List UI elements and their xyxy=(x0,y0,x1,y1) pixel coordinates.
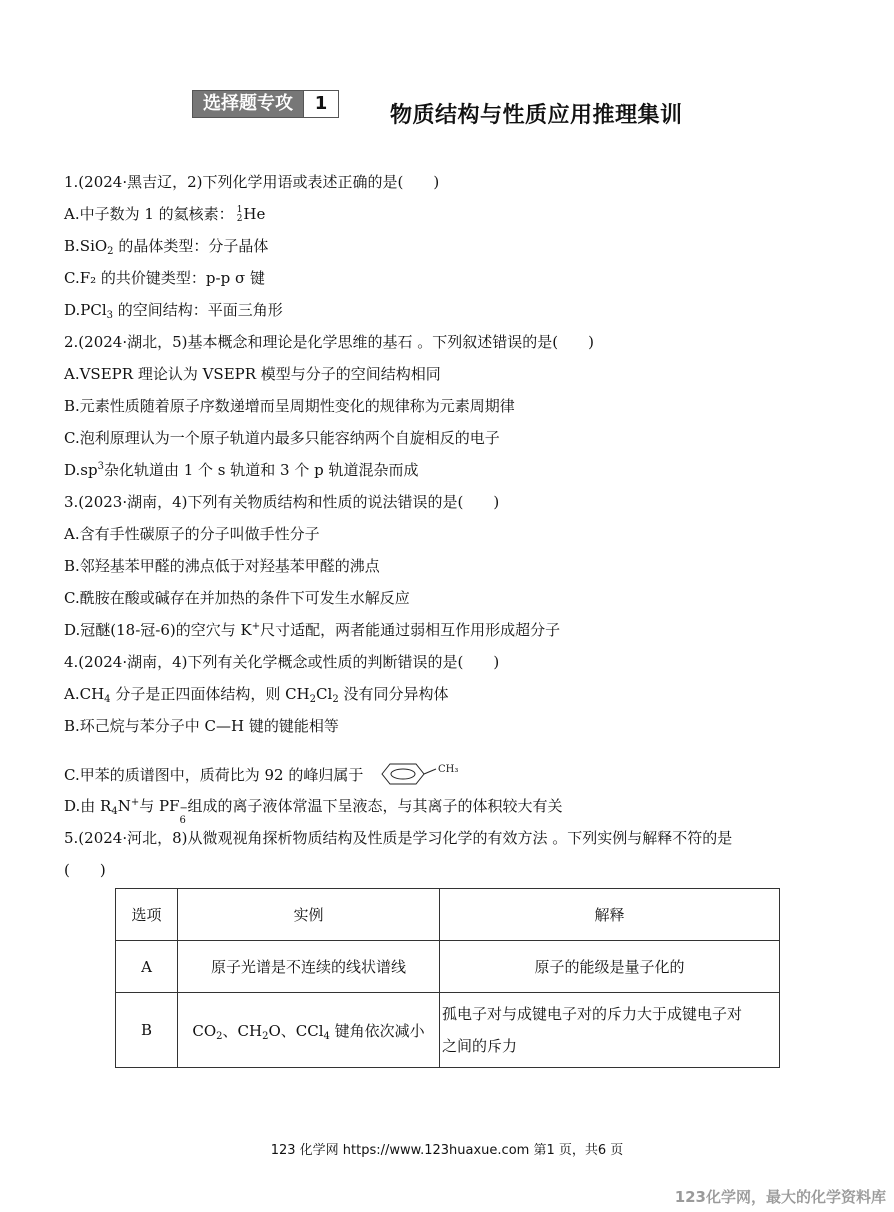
row-b-option: B xyxy=(116,993,178,1068)
table-header-explanation: 解释 xyxy=(440,889,780,941)
q2-option-a: A.VSEPR 理论认为 VSEPR 模型与分子的空间结构相同 xyxy=(64,365,441,383)
q1-option-b: B.SiO$_2$ 的晶体类型：分子晶体 xyxy=(64,237,269,257)
row-b-explanation: 孤电子对与成键电子对的斥力大于成键电子对 之间的斥力 xyxy=(440,993,780,1068)
q1-stem: 1.(2024·黑吉辽，2)下列化学用语或表述正确的是( ) xyxy=(64,173,440,191)
table-row xyxy=(116,941,780,993)
row-b-example: $CO_2$、$CH_2O$、CCl$_4$ 键角依次减小 xyxy=(178,993,440,1068)
q3-option-a: A.含有手性碳原子的分子叫做手性分子 xyxy=(64,525,320,543)
toluene-structure-icon xyxy=(376,760,466,788)
q1-option-a: A.中子数为 1 的氦核素： 1 2He xyxy=(64,205,266,224)
page-title: 物质结构与性质应用推理集训 xyxy=(390,103,683,128)
q3-option-c: C.酰胺在酸或碱存在并加热的条件下可发生水解反应 xyxy=(64,589,410,607)
q3-stem: 3.(2023·湖南，4)下列有关物质结构和性质的说法错误的是( ) xyxy=(64,493,500,511)
q4-option-d: D.由 $R_4N^+$与 PF − 6 组成的离子液体常温下呈液态，与其离子的体积较大有关 xyxy=(64,797,563,826)
q4-option-b: B.环己烷与苯分子中 C—H 键的键能相等 xyxy=(64,717,339,735)
nuclide-notation: 1 2 xyxy=(236,205,243,224)
q4-stem: 4.(2024·湖南，4)下列有关化学概念或性质的判断错误的是( ) xyxy=(64,653,500,671)
q3-option-d: D.冠醚(18-冠-6)的空穴与 K+尺寸适配，两者能通过弱相互作用形成超分子 xyxy=(64,621,561,639)
q5-stem-tail: ( ) xyxy=(64,861,106,879)
row-a-example: 原子光谱是不连续的线状谱线 xyxy=(178,941,440,993)
row-a-option: A xyxy=(116,941,178,993)
q1-option-d: D.PCl$_3$ 的空间结构：平面三角形 xyxy=(64,301,283,321)
page-footer: 123 化学网 https://www.123huaxue.com 第1 页，共6 页 xyxy=(270,1143,624,1158)
q3-option-b: B.邻羟基苯甲醛的沸点低于对羟基苯甲醛的沸点 xyxy=(64,557,380,575)
table-header-row xyxy=(116,889,780,941)
q4-option-c: C.甲苯的质谱图中，质荷比为 92 的峰归属于 CH₃ xyxy=(64,760,466,788)
q2-stem: 2.(2024·湖北，5)基本概念和理论是化学思维的基石 。下列叙述错误的是( ) xyxy=(64,333,594,351)
table-header-option: 选项 xyxy=(116,889,178,941)
section-badge xyxy=(192,90,339,118)
table-header-example: 实例 xyxy=(178,889,440,941)
q2-option-b: B.元素性质随着原子序数递增而呈周期性变化的规律称为元素周期律 xyxy=(64,397,515,415)
table-row xyxy=(116,993,780,1068)
q1-option-c: C.F₂ 的共价键类型：p-p σ 键 xyxy=(64,269,265,287)
q4-option-a: $A.CH_4$ 分子是正四面体结构，则 $CH_2Cl_2$ 没有同分异构体 xyxy=(64,685,449,705)
section-badge-number: 1 xyxy=(303,91,338,117)
row-a-explanation: 原子的能级是量子化的 xyxy=(440,941,780,993)
q5-stem: 5.(2024·河北，8)从微观视角探析物质结构及性质是学习化学的有效方法 。下列实例与解释不符的是 xyxy=(64,829,733,847)
q2-option-d: $D.sp^3$杂化轨道由 1 个 s 轨道和 3 个 p 轨道混杂而成 xyxy=(64,461,419,479)
methyl-label: CH₃ xyxy=(438,764,459,775)
watermark: 123化学网，最大的化学资料库 xyxy=(674,1188,886,1206)
section-badge-label: 选择题专攻 xyxy=(193,91,303,117)
q2-option-c: C.泡利原理认为一个原子轨道内最多只能容纳两个自旋相反的电子 xyxy=(64,429,500,447)
q5-table xyxy=(115,888,780,1068)
